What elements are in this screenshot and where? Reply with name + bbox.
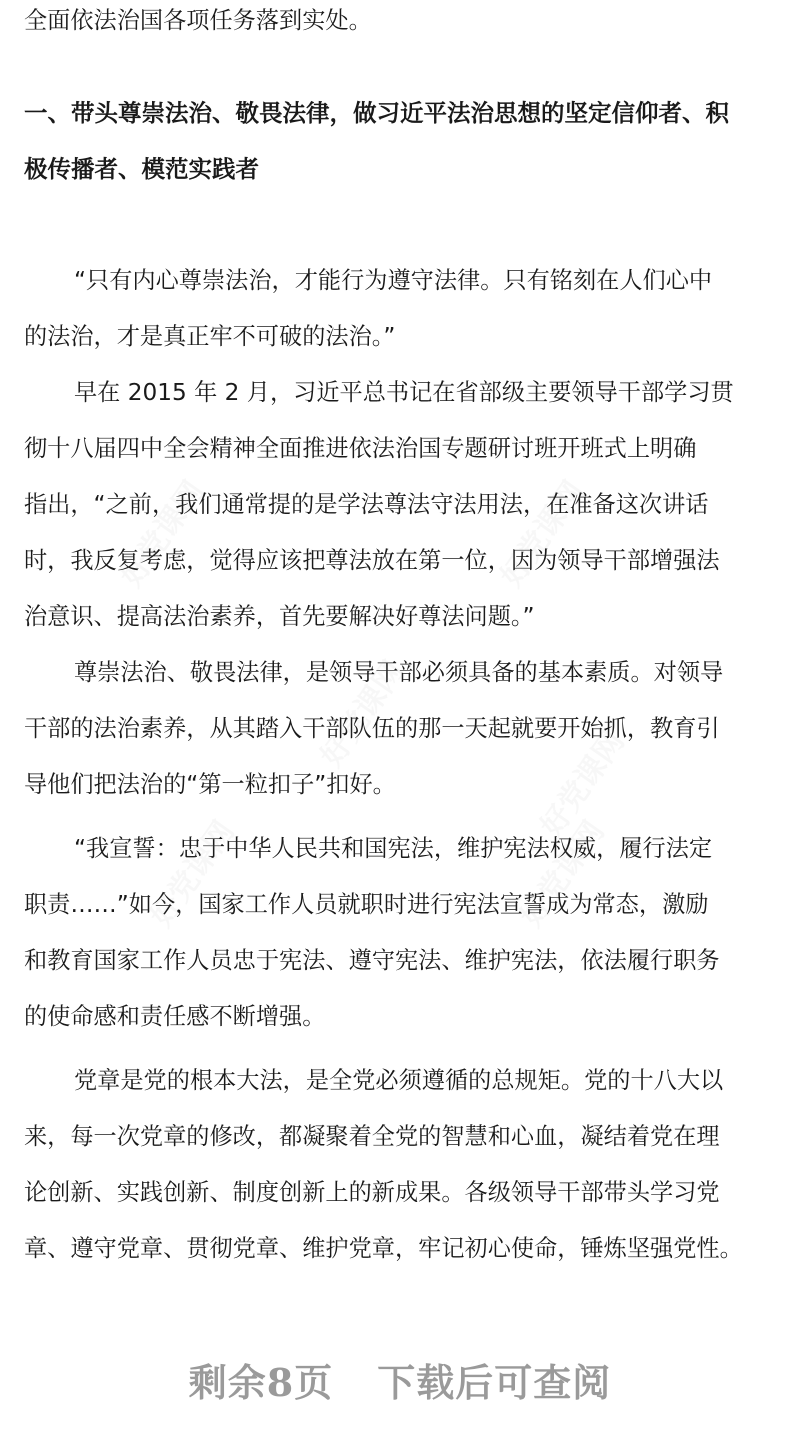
paragraph-constitution-start: 党章是党的根本大法，是全党必须遵循的总规矩。党的十八大以 xyxy=(74,1067,724,1094)
body-line: 来，每一次党章的修改，都凝聚着全党的智慧和心血，凝结着党在理 xyxy=(24,1123,720,1150)
body-line: 的使命感和责任感不断增强。 xyxy=(24,1003,326,1030)
body-line: 和教育国家工作人员忠于宪法、遵守宪法、维护宪法，依法履行职务 xyxy=(24,947,720,974)
watermark: 好党课网 xyxy=(314,654,412,774)
section-heading-line-2: 极传播者、模范实践者 xyxy=(24,155,259,183)
body-line: 导他们把法治的“第一粒扣子”扣好。 xyxy=(24,771,396,798)
paragraph-2015-start: 早在 2015 年 2 月，习近平总书记在省部级主要领导干部学习贯 xyxy=(74,379,734,406)
paragraph-oath-start: “我宣誓：忠于中华人民共和国宪法，维护宪法权威，履行法定 xyxy=(74,835,713,862)
watermark: 好党课网 xyxy=(534,724,632,844)
watermark: 好党课网 xyxy=(514,814,612,934)
body-line: 彻十八届四中全会精神全面推进依法治国专题研讨班开班式上明确 xyxy=(24,435,697,462)
section-heading-line-1: 一、带头尊崇法治、敬畏法律，做习近平法治思想的坚定信仰者、积 xyxy=(24,99,729,127)
body-line: 的法治，才是真正牢不可破的法治。” xyxy=(24,323,396,350)
body-line: 治意识、提高法治素养，首先要解决好尊法问题。” xyxy=(24,603,535,630)
body-line: 章、遵守党章、贯彻党章、维护党章，牢记初心使命，锤炼坚强党性。 xyxy=(24,1235,743,1262)
watermark: 好党课网 xyxy=(144,814,242,934)
remaining-pages-label: 剩余8页 xyxy=(188,1360,334,1405)
watermark: 好党课网 xyxy=(494,474,592,594)
body-line: 全面依法治国各项任务落到实处。 xyxy=(24,7,372,34)
body-line: 论创新、实践创新、制度创新上的新成果。各级领导干部带头学习党 xyxy=(24,1179,720,1206)
body-line: 干部的法治素养，从其踏入干部队伍的那一天起就要开始抓，教育引 xyxy=(24,715,720,742)
body-line: 指出，“之前，我们通常提的是学法尊法守法用法，在准备这次讲话 xyxy=(24,491,709,518)
paragraph-quote-start: “只有内心尊崇法治，才能行为遵守法律。只有铭刻在人们心中 xyxy=(74,267,713,294)
paragraph-respect-start: 尊崇法治、敬畏法律，是领导干部必须具备的基本素质。对领导 xyxy=(74,659,724,686)
body-line: 时，我反复考虑，觉得应该把尊法放在第一位，因为领导干部增强法 xyxy=(24,547,720,574)
watermark: 好党课网 xyxy=(114,474,212,594)
body-line: 职责……”如今，国家工作人员就职时进行宪法宣誓成为常态，激励 xyxy=(24,891,709,918)
download-to-view-label[interactable]: 下载后可查阅 xyxy=(377,1360,612,1405)
download-prompt[interactable] xyxy=(0,1352,800,1407)
